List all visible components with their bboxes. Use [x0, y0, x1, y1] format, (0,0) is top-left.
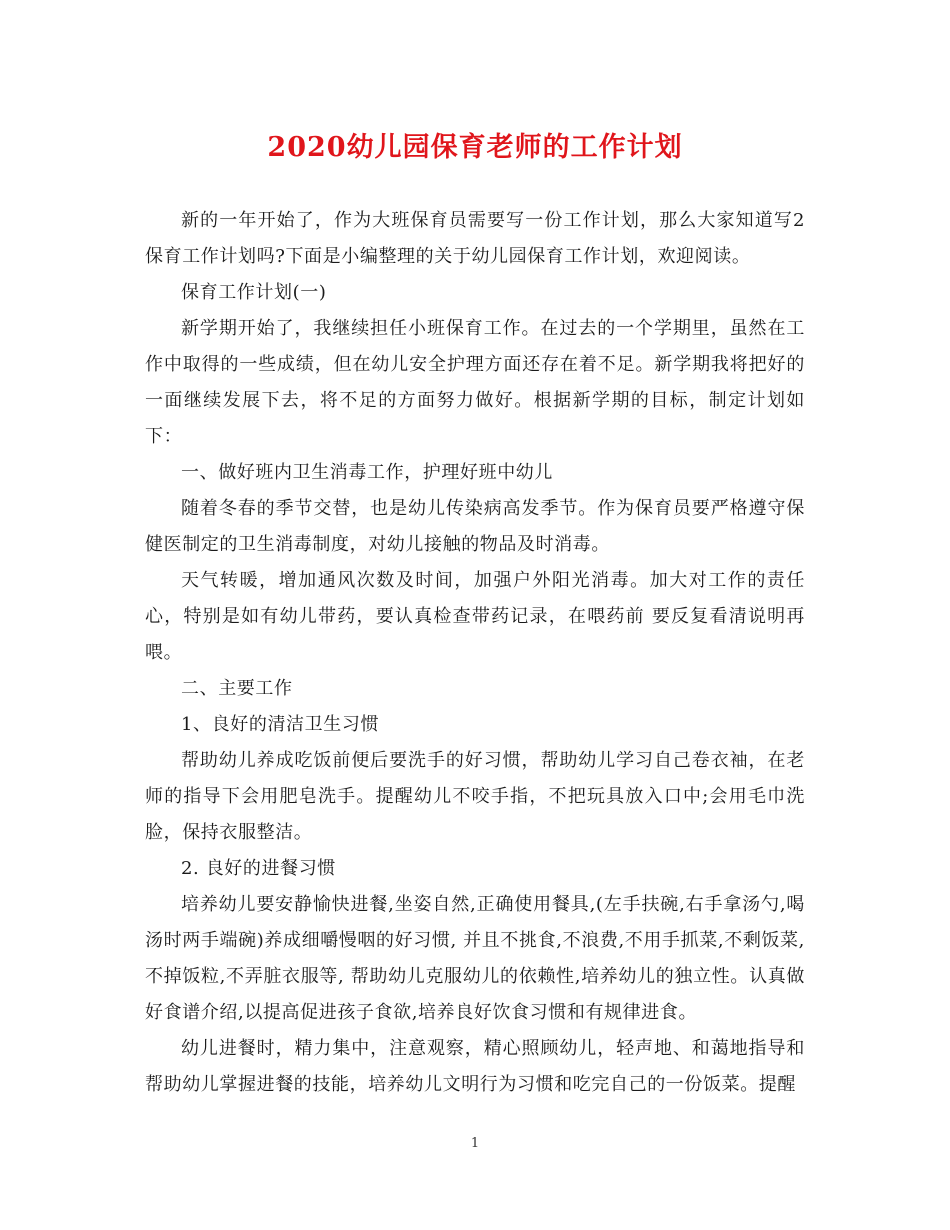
paragraph-seasonal-disinfection: 随着冬春的季节交替，也是幼儿传染病高发季节。作为保育员要严格遵守保健医制定的卫生消毒制度，对幼儿接触的物品及时消毒。 [145, 498, 805, 555]
paragraph-intro: 新的一年开始了，作为大班保育员需要写一份工作计划，那么大家知道写2保育工作计划吗?下面是小编整理的关于幼儿园保育工作计划，欢迎阅读。 [145, 210, 805, 267]
paragraph-handwashing: 帮助幼儿养成吃饭前便后要洗手的好习惯，帮助幼儿学习自己卷衣袖，在老师的指导下会用肥皂洗手。提醒幼儿不咬手指，不把玩具放入口中;会用毛巾洗脸，保持衣服整洁。 [145, 750, 805, 843]
subheading-cleanliness: 1、良好的清洁卫生习惯 [181, 714, 380, 735]
subheading-eating-habits: 2. 良好的进餐习惯 [181, 858, 336, 879]
document-body [145, 203, 805, 1103]
section-heading-hygiene: 一、做好班内卫生消毒工作，护理好班中幼儿 [181, 462, 553, 483]
paragraph-semester-start: 新学期开始了，我继续担任小班保育工作。在过去的一个学期里，虽然在工作中取得的一些成绩，但在幼儿安全护理方面还存在着不足。新学期我将把好的一面继续发展下去，将不足的方面努力做好。根据新学期的目标，制定计划如下： [145, 318, 805, 447]
document-title: 2020幼儿园保育老师的工作计划 [267, 132, 683, 163]
section-heading-main-work: 二、主要工作 [181, 678, 293, 699]
paragraph-eating-habits: 培养幼儿要安静愉快进餐,坐姿自然,正确使用餐具,(左手扶碗,右手拿汤勺,喝汤时两手端碗)养成细嚼慢咽的好习惯, 并且不挑食,不浪费,不用手抓菜,不剩饭菜,不掉饭粒,不弄脏衣服等, 帮助幼儿克服幼儿的依赖性,培养幼儿的独立性。认真做好食谱介绍,以提高促进孩子食欲,培养良好饮食习惯和有规律进食。 [145, 894, 805, 1023]
paragraph-ventilation: 天气转暖，增加通风次数及时间，加强户外阳光消毒。加大对工作的责任心，特别是如有幼儿带药，要认真检查带药记录，在喂药前 要反复看清说明再喂。 [145, 570, 805, 663]
page-number: 1 [470, 1136, 480, 1151]
section-heading-plan-1: 保育工作计划(一) [181, 282, 327, 303]
paragraph-mealtime-care: 幼儿进餐时，精力集中，注意观察，精心照顾幼儿，轻声地、和蔼地指导和帮助幼儿掌握进餐的技能，培养幼儿文明行为习惯和吃完自己的一份饭菜。提醒 [145, 1038, 805, 1095]
